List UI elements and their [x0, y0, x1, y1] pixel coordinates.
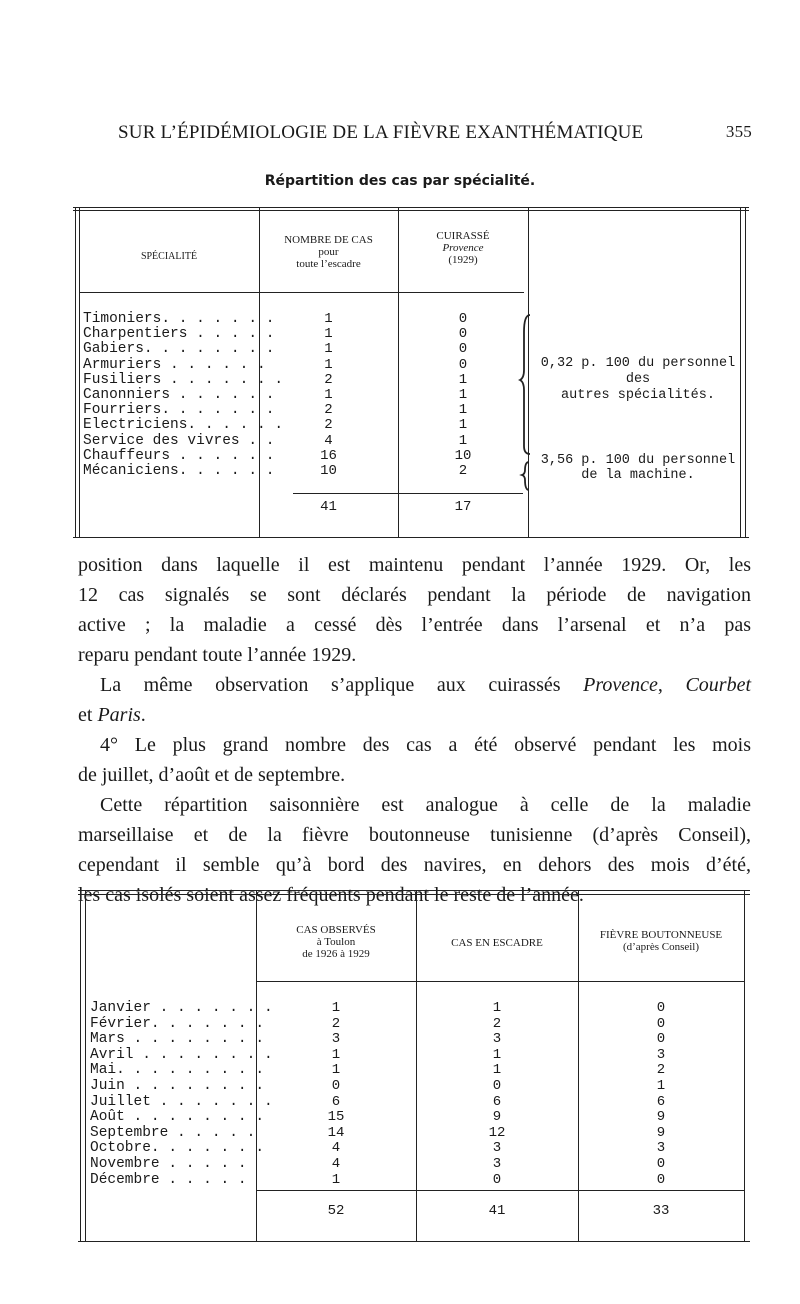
specialty-escadre-count: 1 — [324, 341, 333, 358]
table-cases-by-specialty — [73, 207, 749, 538]
month-label: Janvier . . . . . . . — [90, 1000, 273, 1016]
table1-top-rule — [73, 210, 749, 211]
text-line: et Paris. — [78, 704, 146, 726]
specialty-provence-count: 10 — [454, 447, 472, 464]
table2-header-rule — [256, 981, 744, 982]
specialty-provence-count: 1 — [458, 432, 468, 449]
text-line: marseillaise et de la fièvre boutonneuse tunisienne (d’après Conseil), — [78, 824, 751, 846]
specialty-label: Fourriers. . . . . . . — [83, 402, 275, 419]
table2-total-rule — [256, 1190, 744, 1191]
month-toulon-count: 1 — [331, 1000, 341, 1016]
text-line: les cas isolés soient assez fréquents pendant le reste de l’année. — [78, 884, 584, 906]
table1-border-left — [75, 208, 76, 537]
specialty-escadre-count: 1 — [324, 387, 333, 403]
specialty-label: Chauffeurs . . . . . . — [83, 447, 275, 464]
specialty-label: Mécaniciens. . . . . . — [83, 463, 275, 479]
month-toulon-count: 1 — [331, 1171, 341, 1188]
text-line: de juillet, d’août et de septembre. — [78, 764, 346, 786]
month-escadre-count: 12 — [488, 1124, 506, 1141]
text-line: La même observation s’applique aux cuirassés Provence, Courbet — [100, 674, 752, 696]
header-cas-observes: CAS OBSERVÉS à Toulon de 1926 à 1929 — [296, 924, 376, 960]
month-fievre-count: 9 — [656, 1124, 666, 1141]
month-label: Mai. . . . . . . . . — [90, 1062, 265, 1079]
table2-border-left — [80, 891, 81, 1241]
text-line: 12 cas signalés se sont déclarés pendant la période de navigation — [78, 584, 751, 606]
body-text — [78, 550, 751, 910]
header-cuirasse: CUIRASSÉ Provence (1929) — [436, 230, 490, 266]
table1-note-other: 0,32 p. 100 du personnel des autres spécialités. — [540, 356, 736, 403]
specialty-escadre-count: 2 — [324, 371, 333, 388]
month-toulon-count: 1 — [331, 1062, 341, 1079]
specialty-provence-count: 0 — [458, 326, 468, 343]
specialty-escadre-count: 10 — [320, 463, 337, 479]
month-toulon-count: 4 — [331, 1140, 341, 1157]
month-escadre-count: 1 — [492, 1000, 502, 1016]
brace-2 — [522, 462, 529, 490]
brace-1 — [520, 315, 530, 454]
month-toulon-count: 2 — [331, 1015, 341, 1032]
running-title: SUR L’ÉPIDÉMIOLOGIE DE LA FIÈVRE EXANTHÉMATIQUE — [118, 122, 644, 143]
month-fievre-count: 0 — [656, 1156, 666, 1172]
month-escadre-count: 3 — [492, 1140, 502, 1157]
table1-total-escadre: 41 — [320, 499, 337, 515]
specialty-escadre-count: 1 — [324, 326, 333, 343]
specialty-provence-count: 2 — [458, 463, 468, 479]
month-escadre-count: 1 — [492, 1062, 502, 1079]
specialty-label: Service des vivres . . — [83, 432, 275, 449]
month-label: Août . . . . . . . . — [90, 1109, 265, 1126]
specialty-label: Fusiliers . . . . . . . — [83, 371, 284, 388]
month-toulon-count: 4 — [331, 1156, 341, 1172]
specialty-escadre-count: 1 — [324, 356, 333, 373]
specialty-provence-count: 1 — [458, 402, 468, 419]
table1-caption: Répartition des cas par spécialité. — [264, 173, 536, 189]
table2-border-left-inner — [85, 891, 86, 1241]
table1-note-machine: 3,56 p. 100 du personnel de la machine. — [540, 453, 736, 483]
table1-header-rule — [79, 292, 524, 293]
table-monthly-cases — [78, 890, 750, 1242]
table2-total-toulon: 52 — [327, 1203, 345, 1219]
specialty-escadre-count: 1 — [324, 311, 333, 327]
running-head — [118, 122, 758, 148]
month-toulon-count: 3 — [331, 1031, 341, 1048]
month-fievre-count: 2 — [656, 1062, 666, 1079]
table1-total-provence: 17 — [454, 499, 472, 515]
month-escadre-count: 3 — [492, 1031, 502, 1048]
month-toulon-count: 15 — [327, 1109, 345, 1126]
table1-border-right — [745, 208, 746, 537]
specialty-label: Charpentiers . . . . . — [83, 326, 275, 343]
month-escadre-count: 6 — [492, 1093, 502, 1110]
specialty-provence-count: 1 — [458, 387, 468, 403]
specialty-label: Timoniers. . . . . . . — [83, 311, 275, 327]
specialty-escadre-count: 2 — [324, 402, 333, 419]
header-cas-escadre: CAS EN ESCADRE — [451, 937, 543, 949]
month-label: Septembre . . . . . — [90, 1124, 256, 1141]
table2-total-escadre: 41 — [488, 1203, 506, 1219]
month-toulon-count: 6 — [331, 1093, 341, 1110]
month-fievre-count: 9 — [656, 1109, 666, 1126]
month-fievre-count: 0 — [656, 1015, 666, 1032]
month-label: Juillet . . . . . . . — [90, 1093, 273, 1110]
month-fievre-count: 6 — [656, 1093, 666, 1110]
month-label: Octobre. . . . . . . — [90, 1140, 265, 1157]
specialty-label: Canonniers . . . . . . — [83, 387, 275, 403]
table2-border-right — [744, 891, 745, 1241]
month-label: Avril . . . . . . . . — [90, 1046, 273, 1063]
text-line: active ; la maladie a cessé dès l’entrée dans l’arsenal et n’a pas — [78, 614, 751, 636]
month-fievre-count: 3 — [656, 1046, 666, 1063]
header-specialite: SPÉCIALITÉ — [140, 251, 198, 262]
specialty-escadre-count: 16 — [320, 447, 337, 464]
specialty-provence-count: 0 — [458, 311, 468, 327]
text-line: reparu pendant toute l’année 1929. — [78, 644, 357, 666]
specialty-provence-count: 1 — [458, 371, 468, 388]
month-label: Février. . . . . . . — [90, 1015, 265, 1032]
month-toulon-count: 14 — [327, 1124, 345, 1141]
text-line: Cette répartition saisonnière est analogue à celle de la maladie — [100, 794, 751, 816]
month-fievre-count: 0 — [656, 1000, 666, 1016]
specialty-label: Gabiers. . . . . . . . — [83, 341, 275, 358]
month-escadre-count: 0 — [492, 1171, 502, 1188]
specialty-escadre-count: 2 — [324, 417, 333, 434]
specialty-label: Armuriers . . . . . . — [83, 356, 266, 373]
month-toulon-count: 0 — [331, 1078, 341, 1094]
specialty-provence-count: 0 — [458, 356, 468, 373]
month-label: Juin . . . . . . . . — [90, 1078, 265, 1094]
month-fievre-count: 0 — [656, 1031, 666, 1048]
month-label: Novembre . . . . . — [90, 1156, 247, 1172]
table1-total-rule — [293, 493, 523, 494]
specialty-label: Electriciens. . . . . . — [83, 417, 284, 434]
table2-top-rule — [78, 894, 750, 895]
month-label: Mars . . . . . . . . — [90, 1031, 265, 1048]
month-escadre-count: 2 — [492, 1015, 502, 1032]
specialty-provence-count: 1 — [458, 417, 468, 434]
specialty-escadre-count: 4 — [324, 432, 333, 449]
month-toulon-count: 1 — [331, 1046, 341, 1063]
month-escadre-count: 0 — [492, 1078, 502, 1094]
month-fievre-count: 1 — [656, 1078, 666, 1094]
month-fievre-count: 3 — [656, 1140, 666, 1157]
specialty-provence-count: 0 — [458, 341, 468, 358]
month-escadre-count: 9 — [492, 1109, 502, 1126]
text-line: position dans laquelle il est maintenu pendant l’année 1929. Or, les — [78, 554, 751, 576]
month-escadre-count: 1 — [492, 1046, 502, 1063]
header-fievre-boutonneuse: FIÈVRE BOUTONNEUSE (d’après Conseil) — [599, 929, 723, 953]
header-nombre-cas: NOMBRE DE CAS pour toute l’escadre — [284, 234, 373, 270]
text-line: cependant il semble qu’à bord des navires, en dehors des mois d’été, — [78, 854, 751, 876]
page-number: 355 — [725, 122, 752, 141]
month-escadre-count: 3 — [492, 1156, 502, 1172]
table2-total-fievre: 33 — [652, 1203, 670, 1219]
text-line: 4° Le plus grand nombre des cas a été observé pendant les mois — [100, 734, 751, 756]
month-label: Décembre . . . . . — [90, 1171, 247, 1188]
month-fievre-count: 0 — [656, 1171, 666, 1188]
